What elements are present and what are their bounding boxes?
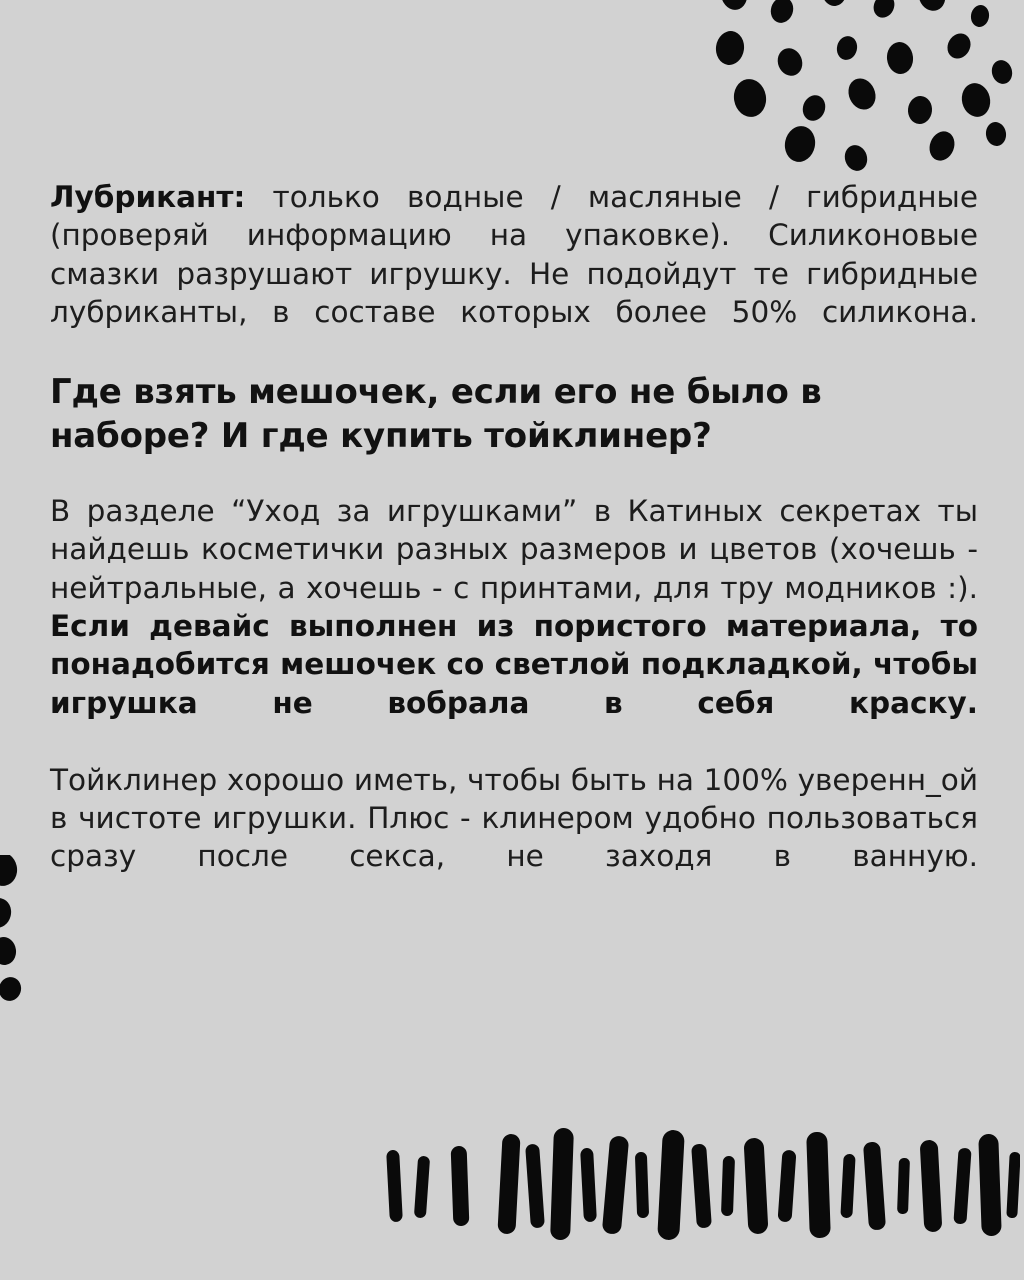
ink-dots-column-decoration [0, 855, 40, 1005]
bag-paragraph [50, 492, 978, 760]
article-content [50, 178, 978, 914]
bag-paragraph-emphasis: Если девайс выполнен из пористого материала, то понадобится мешочек со светлой подкладкой, чтобы игрушка не вобрала в себя краску. [50, 609, 978, 720]
cleaner-paragraph: Тойклинер хорошо иметь, чтобы быть на 100% уверенн_ой в чистоте игрушки. Плюс - клинером удобно пользоваться сразу после секса, не заходя в ванную. [50, 762, 978, 874]
lubricant-text: только водные / масляные / гибридные (проверяй информацию на упаковке). Силиконовые смазки разрушают игрушку. Не подойдут те гибридные лубриканты, в составе которых более 50% силикона. [50, 180, 978, 330]
ink-dots-cluster-decoration [714, 0, 1014, 176]
section-heading: Где взять мешочек, если его не было в наборе? И где купить тойклинер? [50, 371, 822, 456]
lubricant-paragraph [50, 178, 978, 370]
lubricant-label: Лубрикант: [50, 180, 246, 214]
bag-paragraph-text: В разделе “Уход за игрушками” в Катиных секретах ты найдешь косметички разных размеров и цветов (хочешь - нейтральные, а хочешь - с принтами, для тру модников :). [50, 494, 978, 605]
ink-vertical-strokes-decoration [380, 1122, 1020, 1252]
